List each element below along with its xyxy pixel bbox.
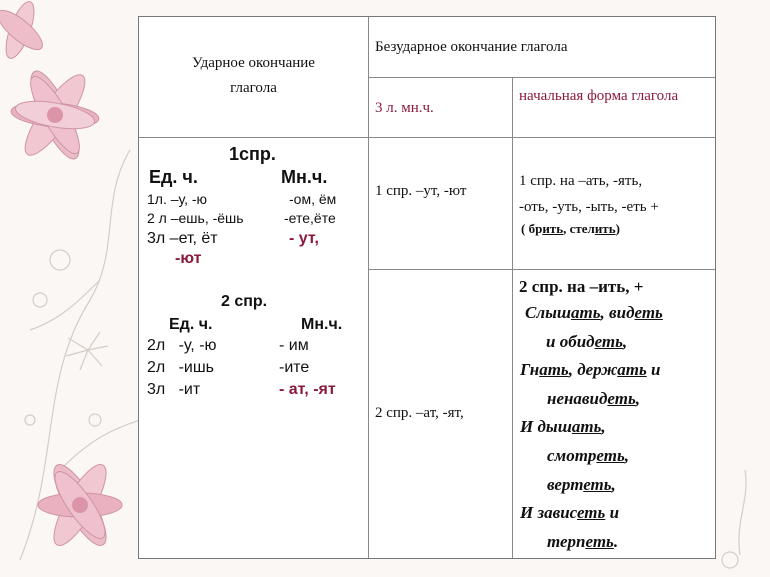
conj2-singular: Ед. ч.	[169, 316, 213, 333]
conj2-row2-left: 2л -ишь	[147, 359, 215, 376]
verse-line: И дышать,	[520, 417, 606, 437]
conj1-row3-right: - ут,	[289, 230, 319, 247]
conj2-plural-ending: 2 спр. –ат, -ят,	[375, 405, 464, 421]
conj2-row1-left: 2л -у, -ю	[147, 337, 217, 354]
conj2-row3-left: 3л -ит	[147, 381, 201, 398]
conj1-row1-right: -ом, ём	[289, 191, 337, 207]
conj2-row2-right: -ите	[279, 359, 310, 376]
conj1-infinitive-line2: -оть, -уть, -ыть, -еть +	[519, 199, 659, 215]
conj2-row3-right: - ат, -ят	[279, 381, 336, 398]
conj1-row1-left: 1л. –у, -ю	[147, 191, 208, 207]
conj1-row2-left: 2 л –ешь, -ёшь	[147, 210, 244, 226]
verse-line: терпеть.	[547, 531, 619, 551]
lily-flower-top	[0, 0, 100, 164]
verse-line: смотреть,	[547, 446, 629, 465]
conj1-infinitive-line1: 1 спр. на –ать, -ять,	[519, 173, 643, 189]
unstressed-ending-header: Безударное окончание глагола	[375, 39, 568, 55]
conj1-exceptions: ( брить, стелить)	[521, 221, 620, 236]
third-person-plural-header: 3 л. мн.ч.	[375, 100, 434, 116]
conj2-title: 2 спр.	[221, 293, 268, 310]
verse-line: Слышать, видеть	[525, 303, 663, 322]
verse-line: и обидеть,	[546, 331, 628, 351]
conj2-infinitive-head: 2 спр. на –ить, +	[519, 277, 644, 296]
conj1-row3-continued: -ют	[175, 250, 202, 267]
conj1-plural: Мн.ч.	[281, 167, 328, 187]
lily-flower-bottom	[38, 458, 122, 552]
conj1-singular: Ед. ч.	[149, 167, 198, 187]
conj2-row1-right: - им	[279, 337, 309, 354]
conj1-row2-right: -ете,ёте	[284, 210, 336, 226]
conj1-title: 1спр.	[229, 144, 276, 164]
conj1-row3-left: 3л –ет, ёт	[147, 230, 218, 247]
verb-endings-table	[138, 16, 716, 559]
verse-line: вертеть,	[547, 474, 616, 494]
stressed-ending-header: Ударное окончание глагола	[192, 55, 315, 96]
verse-line: ненавидеть,	[547, 388, 640, 408]
conj2-plural: Мн.ч.	[301, 316, 343, 333]
conj1-plural-ending: 1 спр. –ут, -ют	[375, 183, 467, 199]
initial-form-header: начальная форма глагола	[519, 88, 679, 104]
verse-line: И зависеть и	[520, 503, 620, 523]
verse-line: Гнать, держать и	[520, 360, 661, 380]
